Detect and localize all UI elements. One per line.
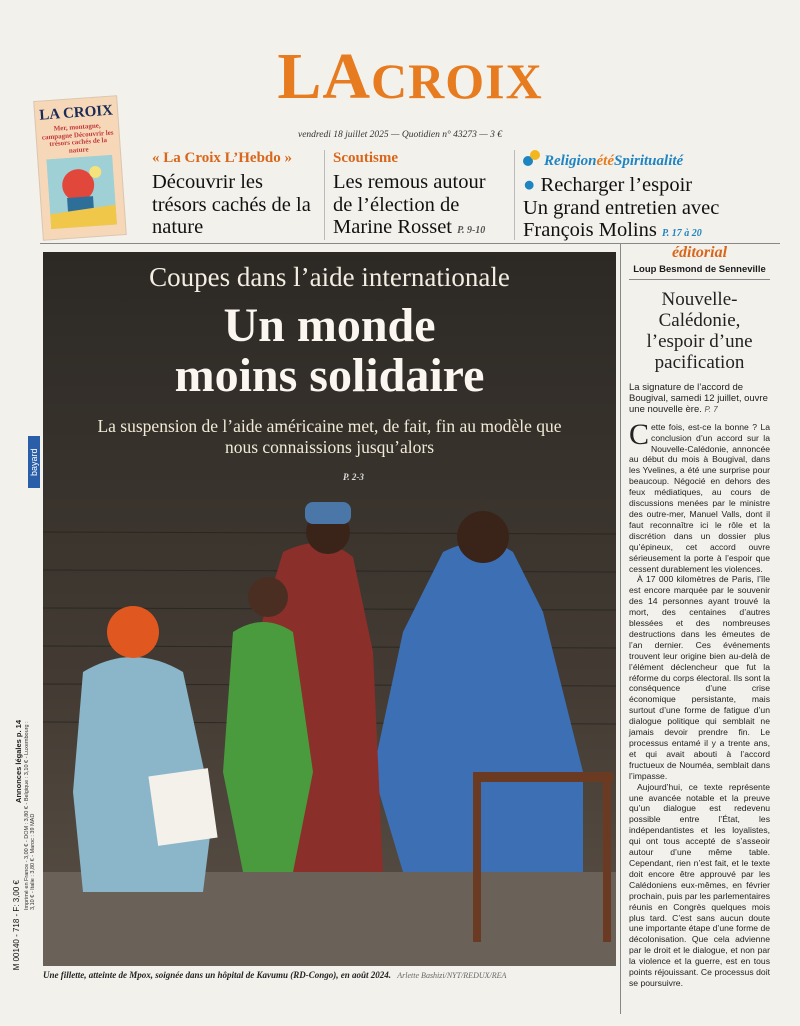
photo-caption <box>43 970 616 980</box>
cover-title-line1: Un monde <box>223 299 436 352</box>
editorial-body <box>629 417 770 989</box>
cover-chapo: La suspension de l’aide américaine met, de fait, fin au modèle que nous connaissions jusqu’alors <box>97 415 562 458</box>
editorial-paragraph: À 17 000 kilomètres de Paris, l’île est encore marquée par le souvenir des 14 personnes ayant trouvé la mort, des centaines d’autres blessées et des nombreuses destructions dans les émeutes de l’an dernier. Ces événements trouvent leur origine bien au-delà de l’élément déclencheur que fut la réforme du corps électoral. Ils sont la conséquence d’une crise économique persistante, mais surtout d’une forme de fatigue d’un dialogue politique qui semblait ne jamais devoir prendre fin. Le processus entamé il y a trente ans, et qui avait abouti à l’accord fructueux de Nouméa, semblait dans l’impasse. <box>629 574 770 781</box>
editorial-author: Loup Besmond de Senneville <box>629 264 770 280</box>
logo-croix: CROIX <box>371 53 543 109</box>
dateline: vendredi 18 juillet 2025 — Quotidien n° 43273 — 3 € <box>298 130 502 140</box>
cover-headline-block <box>43 252 616 458</box>
caption-text: Une fillette, atteinte de Mpox, soignée dans un hôpital de Kavumu (RD-Congo), en août 2024. <box>43 970 392 980</box>
promo-headline: ● Recharger l’espoir Un grand entretien avec François Molins P. 17 à 20 <box>523 174 720 242</box>
editorial-paragraph: Aujourd’hui, ce texte représente une avancée notable et la preuve qu’un dialogue est redevenu possible entre l’État, les indépendantistes et les loyalistes, qui ont tous accepté de s’asseoir autour d’une même table. Cependant, rien n’est fait, et le texte doit encore être approuvé par les Calédoniens eux-mêmes, en février prochain, puis par les parlementaires réunis en Congrès quelques mois plus tard. C’est sans aucun doute une importante étape d’une forme de décolonisation. Que cela advienne par le droit et le dialogue, et non par la violence et la guerre, est en tous points réjouissant. Ce processus doit se poursuivre. <box>629 781 770 988</box>
editorial-lede: La signature de l’accord de Bougival, samedi 12 juillet, ouvre une nouvelle ère. P. 7 <box>629 381 768 416</box>
editorial-kicker: éditorial <box>671 244 728 261</box>
hebdo-cover-illustration <box>46 155 117 229</box>
promo-pages: P. 9-10 <box>457 225 486 237</box>
logo-la: LA <box>277 40 371 113</box>
dropcap: C <box>629 417 650 451</box>
promo-scoutisme[interactable] <box>324 150 509 240</box>
cover-title-line2: moins solidaire <box>174 349 485 403</box>
promo-pages: P. 17 à 20 <box>661 228 702 240</box>
hebdo-cover-thumbnail[interactable] <box>33 95 127 241</box>
promo-headline: Les remous autour de l’élection de Marine Rosset P. 9-10 <box>333 171 486 239</box>
bayard-logo: bayard <box>28 436 40 488</box>
annonces-legales: Annonces légales p. 14 <box>14 720 23 803</box>
editorial-paragraph: Cette fois, est-ce la bonne ? La conclusion d’un accord sur la Nouvelle-Calédonie, annoncée au début du mois à Bougival, dans les Yvelines, a été une surprise pour beaucoup. Négocié en dehors des feux médiatiques, au cours de discussions menées par le ministre des outre-mer, Manuel Valls, dont il faut reconnaître ici le rôle et la discrétion dans un dossier plus qu’épineux, cet accord ouvre sérieusement la porte à l’espoir que cessent durablement les violences. <box>629 417 770 574</box>
cover-pages: P. 2-3 <box>343 472 364 482</box>
editorial-pages: P. 7 <box>704 405 718 415</box>
hebdo-cover-text: Mer, montagne, campagne Découvrir les trésors cachés de la nature <box>41 121 114 155</box>
price-strip: Imprimé en France - 3,00 € - DOM : 3,80 € - Belgique : 3,10 € - Luxembourg : 3,10 € - Italie : 3,80 € - Maroc : 39 MAD <box>24 721 36 910</box>
photo-credit: Arlette Bashizi/NYT/REDUX/REA <box>397 971 507 980</box>
section-dots-icon <box>523 150 541 168</box>
cover-surtitle: Coupes dans l’aide internationale <box>149 262 510 292</box>
promo-hebdo[interactable] <box>152 150 312 239</box>
promo-religion-spiritualite[interactable] <box>514 150 774 240</box>
masthead <box>0 40 800 113</box>
promo-kicker: « La Croix L’Hebdo » <box>152 150 293 166</box>
la-croix-logo[interactable] <box>277 40 543 113</box>
cover-title[interactable] <box>43 301 616 402</box>
cover-photo[interactable] <box>43 252 616 966</box>
editorial-column[interactable] <box>620 244 770 1014</box>
promo-kicker: ReligionétéSpiritualité <box>523 150 774 170</box>
issue-code: M 00140 - 718 - F: 3,00 € <box>12 880 21 971</box>
promo-headline: Découvrir les trésors cachés de la nature <box>152 171 311 239</box>
promo-kicker: Scoutisme <box>333 150 398 166</box>
hebdo-cover-logo: LA CROIX <box>38 102 114 124</box>
editorial-title: Nouvelle-Calédonie, l’espoir d’une pacification <box>646 289 753 373</box>
bullet-icon: ● <box>523 174 536 196</box>
